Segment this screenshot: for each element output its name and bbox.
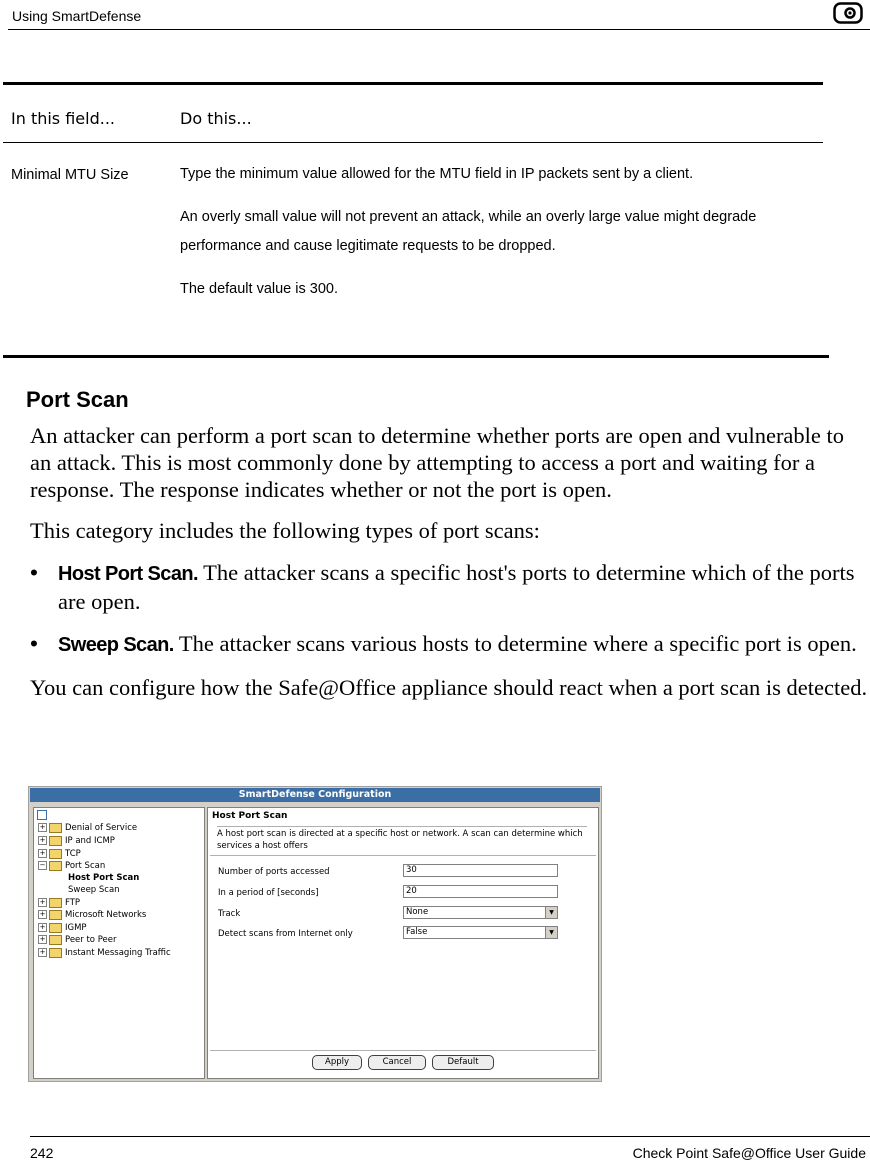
- table-field-description: [180, 160, 815, 304]
- field-label: Detect scans from Internet only: [218, 929, 353, 939]
- ports-accessed-input[interactable]: 30: [403, 864, 558, 877]
- panel-description: A host port scan is directed at a specific host or network. A scan can determine which services a host offers: [217, 826, 587, 852]
- table-bottom-rule: [3, 355, 829, 358]
- panel-title: Host Port Scan: [212, 811, 288, 821]
- header-rule: [8, 29, 870, 30]
- bullet-term: Host Port Scan.: [58, 563, 198, 585]
- section-body: [30, 422, 870, 701]
- folder-icon: [49, 836, 62, 846]
- folder-icon: [49, 823, 62, 833]
- expand-icon[interactable]: +: [39, 935, 46, 943]
- tree-item[interactable]: + IP and ICMP: [39, 836, 115, 846]
- panel-divider: [210, 855, 596, 856]
- track-select[interactable]: None ▼: [403, 906, 558, 919]
- folder-icon: [49, 948, 62, 958]
- expand-icon[interactable]: +: [39, 923, 46, 931]
- guide-title: Check Point Safe@Office User Guide: [632, 1145, 866, 1161]
- tree-item[interactable]: − Port Scan: [39, 861, 106, 871]
- intro-paragraph: An attacker can perform a port scan to determine whether ports are open and vulnerable to an attack. This is most commonly done by attempting to access a port and waiting for a response. The response indicates whether or not the port is open.: [30, 423, 845, 502]
- smartdefense-screenshot: [28, 786, 602, 1082]
- period-seconds-input[interactable]: 20: [403, 885, 558, 898]
- category-paragraph: This category includes the following types of port scans:: [30, 518, 540, 543]
- expand-icon[interactable]: +: [39, 836, 46, 844]
- tree-item[interactable]: + Instant Messaging Traffic: [39, 948, 171, 958]
- folder-icon: [49, 935, 62, 945]
- bullet-item: [30, 630, 870, 659]
- table-field-name: Minimal MTU Size: [11, 167, 129, 183]
- dropdown-arrow-icon[interactable]: ▼: [545, 907, 557, 918]
- check-point-logo-icon: [833, 2, 863, 24]
- bullet-text: The attacker scans various hosts to determine where a specific port is open.: [173, 631, 857, 656]
- folder-icon: [49, 923, 62, 933]
- bullet-term: Sweep Scan.: [58, 634, 174, 656]
- folder-icon: [49, 898, 62, 908]
- tree-root-icon: [37, 810, 47, 820]
- field-label: Track: [218, 909, 241, 919]
- folder-icon: [49, 910, 62, 920]
- running-header: Using SmartDefense: [12, 8, 142, 24]
- table-header-rule: [3, 142, 823, 143]
- table-header-field: In this field...: [11, 109, 116, 128]
- expand-icon[interactable]: +: [39, 849, 46, 857]
- cancel-button[interactable]: Cancel: [368, 1055, 426, 1070]
- dropdown-arrow-icon[interactable]: ▼: [545, 927, 557, 938]
- description-para: Type the minimum value allowed for the MTU field in IP packets sent by a client.: [180, 166, 694, 182]
- internet-only-select[interactable]: False ▼: [403, 926, 558, 939]
- tree-subitem-host-port-scan[interactable]: Host Port Scan: [68, 873, 140, 883]
- tree-item[interactable]: + Denial of Service: [39, 823, 138, 833]
- tree-item[interactable]: + Microsoft Networks: [39, 910, 147, 920]
- field-label: In a period of [seconds]: [218, 888, 319, 898]
- settings-panel: [207, 807, 599, 1079]
- closing-paragraph: You can configure how the Safe@Office appliance should react when a port scan is detected.: [30, 675, 868, 700]
- folder-open-icon: [49, 861, 62, 871]
- tree-item[interactable]: + Peer to Peer: [39, 935, 117, 945]
- tree-item[interactable]: + FTP: [39, 898, 81, 908]
- panel-divider: [210, 1050, 596, 1051]
- expand-icon[interactable]: +: [39, 948, 46, 956]
- bullet-item: [30, 559, 870, 615]
- expand-icon[interactable]: +: [39, 823, 46, 831]
- folder-icon: [49, 849, 62, 859]
- collapse-icon[interactable]: −: [39, 861, 46, 869]
- field-label: Number of ports accessed: [218, 867, 330, 877]
- table-header-action: Do this...: [180, 109, 252, 128]
- footer-rule: [30, 1136, 870, 1137]
- tree-item[interactable]: + TCP: [39, 849, 81, 859]
- expand-icon[interactable]: +: [39, 910, 46, 918]
- default-button[interactable]: Default: [432, 1055, 494, 1070]
- window-title: SmartDefense Configuration: [30, 788, 600, 802]
- category-tree: [33, 807, 205, 1079]
- table-top-rule: [3, 82, 823, 85]
- expand-icon[interactable]: +: [39, 898, 46, 906]
- section-heading: Port Scan: [26, 387, 129, 412]
- description-para: The default value is 300.: [180, 281, 338, 297]
- apply-button[interactable]: Apply: [312, 1055, 362, 1070]
- tree-item[interactable]: + IGMP: [39, 923, 87, 933]
- page-number: 242: [30, 1145, 54, 1161]
- tree-subitem-sweep-scan[interactable]: Sweep Scan: [68, 885, 120, 895]
- bullet-text: The attacker scans a specific host's ports to determine which of the ports are open.: [58, 560, 855, 614]
- description-para: An overly small value will not prevent an attack, while an overly large value might degrade performance and cause legitimate requests to be dropped.: [180, 209, 757, 254]
